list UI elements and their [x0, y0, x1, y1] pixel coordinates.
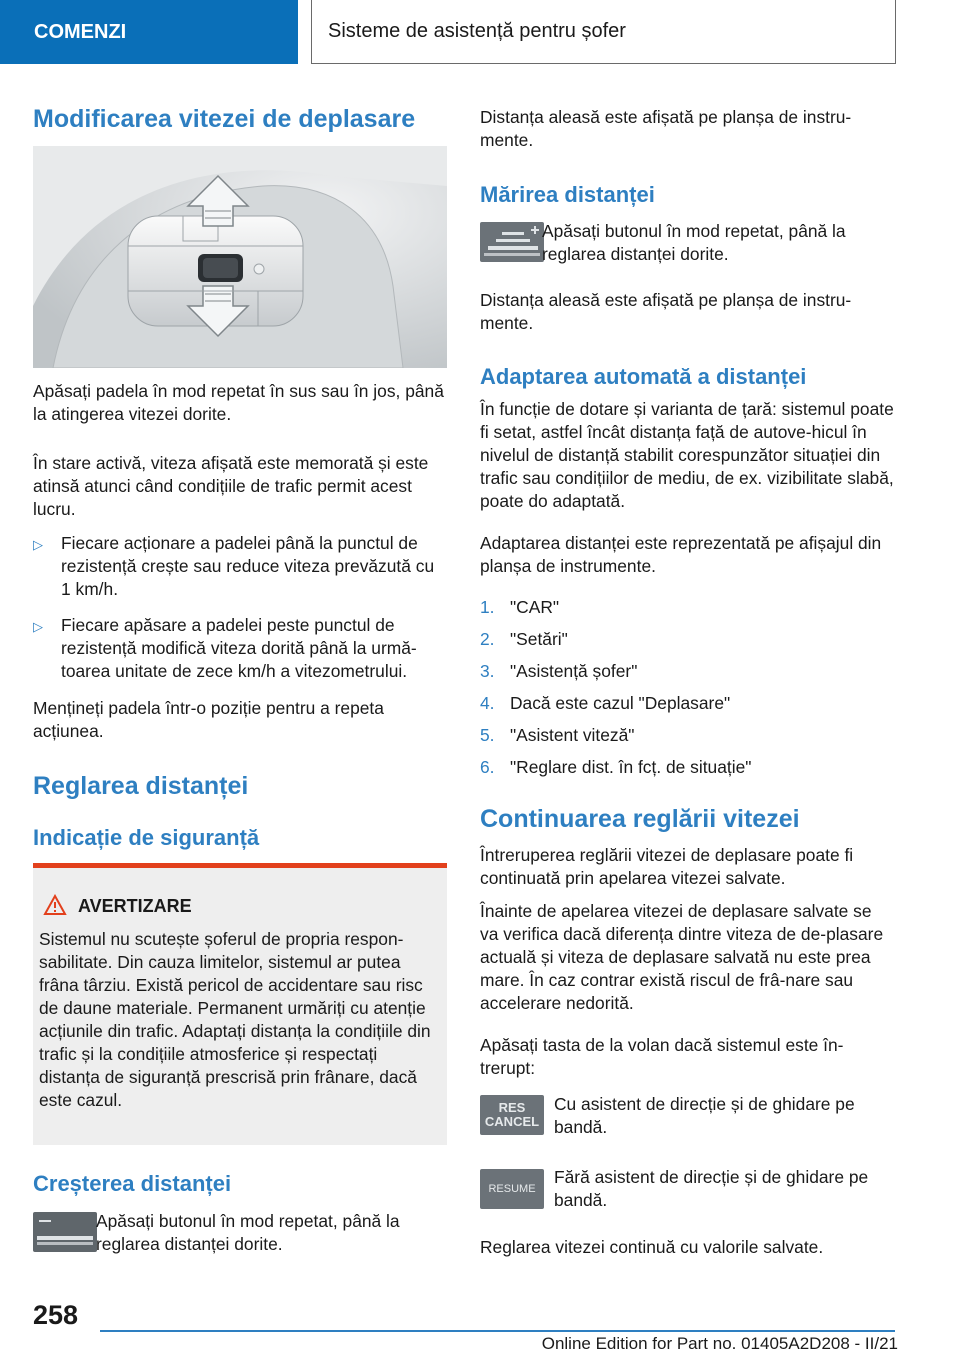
step-number: 4.: [480, 693, 495, 713]
warning-title: AVERTIZARE: [78, 896, 192, 916]
distance-display-text: Distanța aleasă este afișată pe planșa de instru-mente.: [480, 107, 852, 150]
page-number: 258: [33, 1300, 79, 1330]
warning-text: Sistemul nu scutește șoferul de propria respon-sabilitate. Din cauza limitelor, sistemul ar putea frâna târziu. Există pericol de accidentare sau risc de daune materiale. Permanent urmăriți cu atenție acțiunile din trafic. Adaptați distanța la condițiile din trafic și la condițiile atmosferice și respectați distanța de siguranță prescrisă prin frânare, dacă este cazul.: [39, 929, 431, 1110]
warning-box: [33, 863, 447, 1145]
chapter-tab: [0, 0, 298, 64]
heading-enlarge-distance: Mărirea distanței: [480, 182, 655, 207]
step-number: 5.: [480, 725, 495, 745]
list-item: [480, 692, 894, 715]
resume-text: Fără asistent de direcție și de ghidare pe bandă.: [554, 1167, 869, 1210]
section-title: Sisteme de asistență pentru șofer: [328, 20, 626, 42]
edition-text: Online Edition for Part no. 01405A2D208 - II/21: [541, 1334, 898, 1353]
step-number: 2.: [480, 629, 495, 649]
enlarge-distance-text: Apăsați butonul în mod repetat, până la reglarea distanței dorite.: [542, 221, 846, 264]
step-text: "CAR": [510, 597, 560, 617]
steering-wheel-controls-illustration: [33, 146, 447, 368]
bullet-text: Fiecare acționare a padelei până la punctul de rezistență crește sau reduce viteza prevăzută cu 1 km/h.: [61, 533, 435, 599]
list-item: [480, 596, 894, 619]
verify-difference-text: Înainte de apelarea vitezei de deplasare salvate se va verifica dacă diferența dintre viteza de de-plasare actuală și viteza de deplasare salvată nu este prea mare. În caz contrar există riscul de frâ-nare sau accelerare nedorită.: [480, 901, 884, 1013]
bullet-text: Fiecare apăsare a padelei peste punctul de rezistență modifică viteza dorită până la urmă-toarea unitate de zece km/h a vitezometrului.: [61, 615, 417, 681]
heading-speed-change: Modificarea vitezei de deplasare: [33, 105, 416, 133]
distance-bars-icon: [33, 1212, 97, 1252]
step-number: 6.: [480, 757, 495, 777]
heading-distance: Reglarea distanței: [33, 772, 249, 800]
auto-distance-display-text: Adaptarea distanței este reprezentată pe afișajul din planșa de instrumente.: [480, 533, 882, 576]
step-text: "Asistent viteză": [510, 725, 635, 745]
chapter-title: COMENZI: [34, 20, 127, 43]
press-key-text: Apăsați tasta de la volan dacă sistemul este în-trerupt:: [480, 1035, 844, 1078]
triangle-bullet-icon: ▷: [33, 619, 43, 634]
continue-text: Întreruperea reglării vitezei de deplasare poate fi continuată prin apelarea vitezei salvate.: [480, 845, 854, 888]
list-item: [480, 756, 894, 779]
heading-safety: Indicație de siguranță: [33, 825, 260, 850]
resume-button-icon: [480, 1169, 544, 1209]
warning-triangle-icon: [43, 894, 67, 916]
step-number: 3.: [480, 661, 495, 681]
res-cancel-button-icon: [480, 1095, 544, 1135]
steering-wheel-image: [33, 146, 447, 368]
auto-distance-text: În funcție de dotare și varianta de țară: sistemul poate fi setat, astfel încât distanța față de autove-hicul în nivelul de distanță stabilit corespunzător situației din trafic sau condițiilor de mediu, de ex. vizibilitate slabă, poate do adaptată.: [480, 399, 894, 511]
res-cancel-text: Cu asistent de direcție și de ghidare pe bandă.: [554, 1094, 855, 1137]
increase-distance-text: Apăsați butonul în mod repetat, până la reglarea distanței dorite.: [96, 1211, 400, 1254]
list-item: [480, 628, 894, 651]
speed-instruction: Apăsați padela în mod repetat în sus sau în jos, până la atingerea vitezei dorite.: [33, 381, 444, 424]
list-item: [480, 660, 894, 683]
bullet-item: [33, 532, 447, 602]
step-text: "Asistență șofer": [510, 661, 638, 681]
distance-display-text-2: Distanța aleasă este afișată pe planșa de instru-mente.: [480, 290, 852, 333]
resume-label: RESUME: [488, 1182, 536, 1195]
step-text: "Reglare dist. în fcț. de situație": [510, 757, 752, 777]
res-label: RES: [498, 1100, 526, 1115]
distance-increase-button-icon: [480, 222, 544, 262]
step-number: 1.: [480, 597, 495, 617]
step-text: "Setări": [510, 629, 568, 649]
section-header: [311, 0, 896, 64]
speed-memory-text: În stare activă, viteza afișată este memorată și este atinsă atunci când condițiile de trafic permit acest lucru.: [33, 453, 429, 519]
footer-divider: [100, 1330, 895, 1332]
cancel-label: CANCEL: [484, 1114, 540, 1129]
list-item: [480, 724, 894, 747]
step-text: Dacă este cazul "Deplasare": [510, 693, 731, 713]
distance-bars-plus-icon: [480, 222, 544, 262]
final-text: Reglarea vitezei continuă cu valorile salvate.: [480, 1237, 824, 1257]
bullet-item: [33, 614, 447, 684]
heading-continue-speed: Continuarea reglării vitezei: [480, 805, 800, 833]
heading-increase-distance: Creșterea distanței: [33, 1171, 232, 1196]
triangle-bullet-icon: ▷: [33, 537, 43, 552]
distance-decrease-button-icon: [33, 1212, 97, 1252]
hold-paddle-text: Mențineți padela într-o poziție pentru a repeta acțiunea.: [33, 698, 384, 741]
heading-auto-distance: Adaptarea automată a distanței: [480, 364, 807, 389]
